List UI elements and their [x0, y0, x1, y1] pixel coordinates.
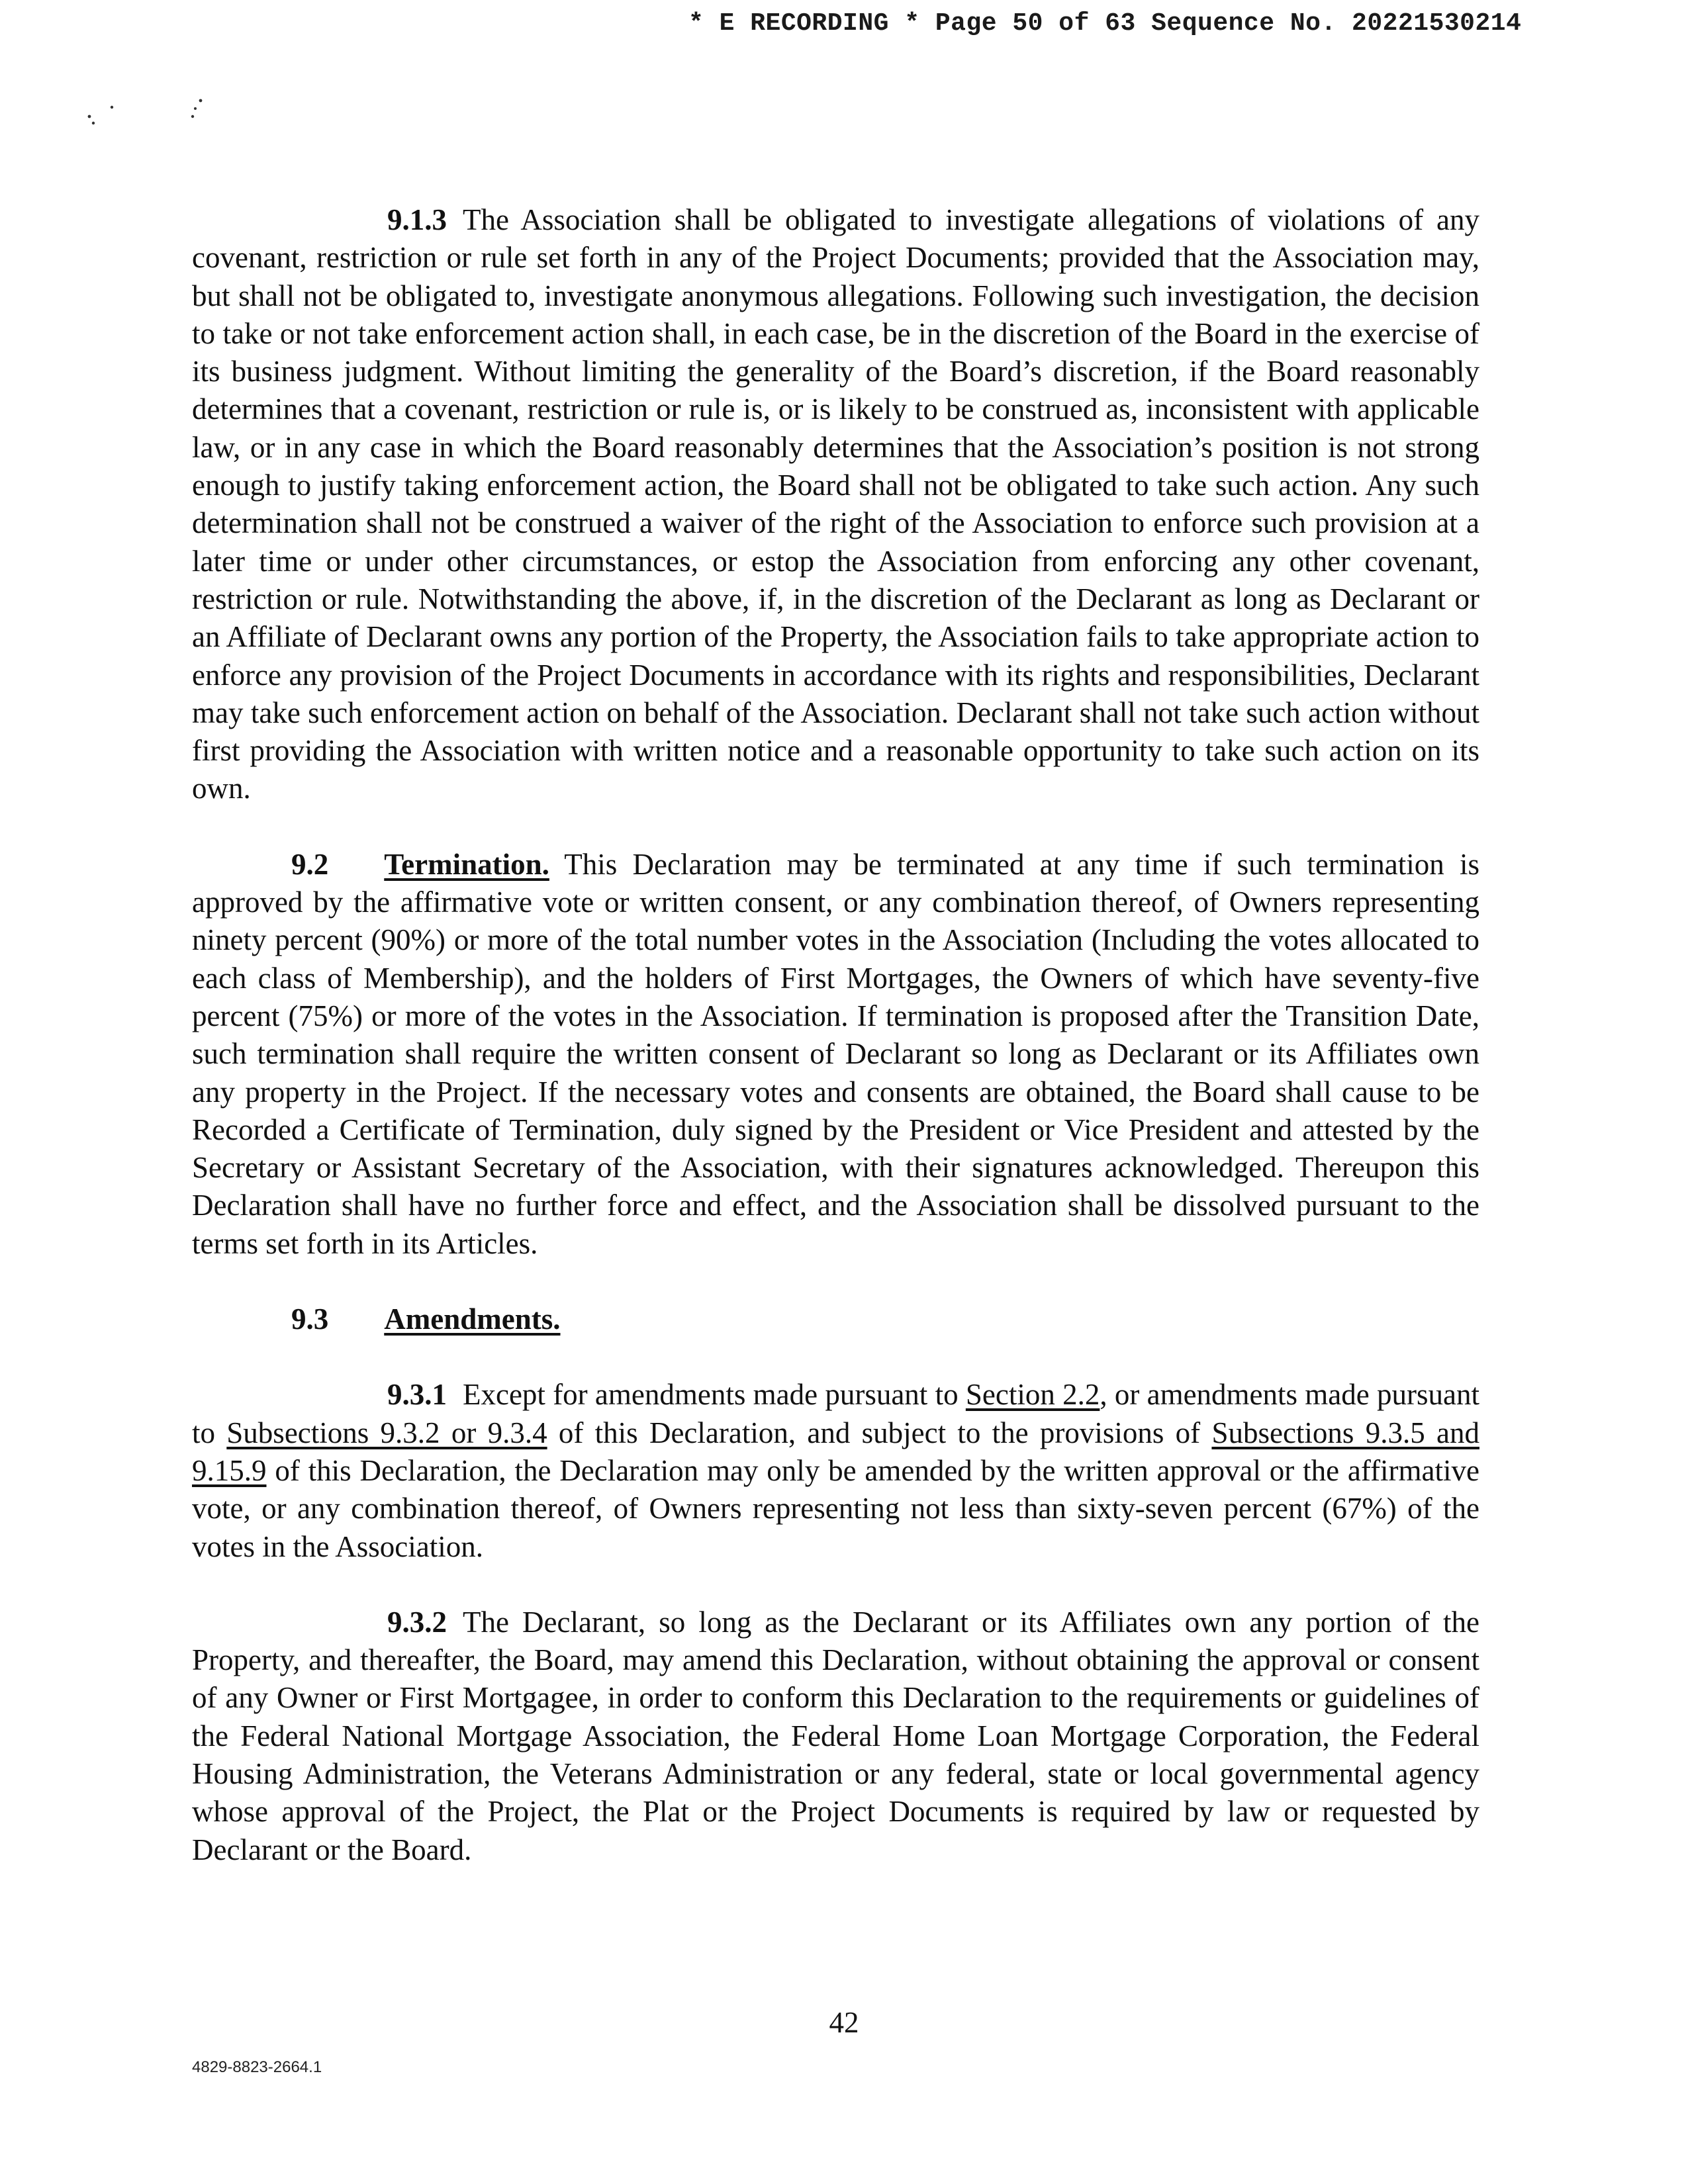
cross-reference: Section 2.2: [965, 1378, 1100, 1412]
section-text-part: , or amendments made pursuant to: [192, 1378, 1479, 1449]
section-title: Amendments.: [384, 1302, 561, 1336]
cross-reference: Subsections 9.3.5 and 9.15.9: [192, 1416, 1479, 1487]
section-title: Termination.: [384, 847, 549, 881]
scan-specks-decoration: [83, 93, 228, 132]
document-body: [192, 201, 1479, 1869]
document-id: 4829-8823-2664.1: [192, 2058, 322, 2076]
recording-header: * E RECORDING * Page 50 of 63 Sequence No. 20221530214: [688, 9, 1522, 38]
section-text: The Declarant, so long as the Declarant or its Affiliates own any portion of the Property, and thereafter, the Board, may amend this Declaration, without obtaining the approval or consent of any Owner or First Mortgagee, in order to conform this Declaration to the requirements or guidelines of the Federal National Mortgage Association, the Federal Home Loan Mortgage Corporation, the Federal Housing Administration, the Veterans Administration or any federal, state or local governmental agency whose approval of the Project, the Plat or the Project Documents is required by law or requested by Declarant or the Board.: [192, 1605, 1479, 1866]
section-9-2: [192, 846, 1479, 1263]
section-number: 9.2: [291, 847, 329, 881]
section-9-3-1: [192, 1376, 1479, 1565]
section-number: 9.3: [291, 1302, 329, 1336]
section-9-3-2: [192, 1604, 1479, 1869]
section-number: 9.1.3: [387, 203, 447, 236]
section-text-part: of this Declaration, the Declaration may only be amended by the written approval or the affirmative vote, or any combination thereof, of Owners representing not less than sixty-seven percent (67%) of the votes in the Association.: [192, 1453, 1479, 1563]
section-text-part: Except for amendments made pursuant to: [463, 1378, 966, 1412]
section-9-1-3: [192, 201, 1479, 808]
page-number: 42: [829, 2006, 859, 2039]
section-text: This Declaration may be terminated at any time if such termination is approved by the affirmative vote or written consent, or any combination thereof, of Owners representing ninety percent (90%) or more of the total number votes in the Association (Including the votes allocated to each class of Membership), and the holders of First Mortgages, the Owners of which have seventy-five percent (75%) or more of the votes in the Association. If termination is proposed after the Transition Date, such termination shall require the written consent of Declarant so long as Declarant or its Affiliates own any property in the Project. If the necessary votes and consents are obtained, the Board shall cause to be Recorded a Certificate of Termination, duly signed by the President or Vice President and attested by the Secretary or Assistant Secretary of the Association, with their signatures acknowledged. Thereupon this Declaration shall have no further force and effect, and the Association shall be dissolved pursuant to the terms set forth in its Articles.: [192, 847, 1480, 1260]
section-9-3-heading: [192, 1300, 1479, 1338]
section-number: 9.3.2: [387, 1605, 447, 1639]
cross-reference: Subsections 9.3.2 or 9.3.4: [226, 1416, 547, 1449]
section-number: 9.3.1: [387, 1378, 447, 1412]
section-text: The Association shall be obligated to investigate allegations of violations of any covenant, restriction or rule set forth in any of the Project Documents; provided that the Association may, but shall not be obligated to, investigate anonymous allegations. Following such investigation, the decision to take or not take enforcement action shall, in each case, be in the discretion of the Board in the exercise of its business judgment. Without limiting the generality of the Board’s discretion, if the Board reasonably determines that a covenant, restriction or rule is, or is likely to be construed as, inconsistent with applicable law, or in any case in which the Board reasonably determines that the Association’s position is not strong enough to justify taking enforcement action, the Board shall not be obligated to take such action. Any such determination shall not be construed a waiver of the right of the Association to enforce such provision at a later time or under other circumstances, or estop the Association from enforcing any other covenant, restriction or rule. Notwithstanding the above, if, in the discretion of the Declarant as long as Declarant or an Affiliate of Declarant owns any portion of the Property, the Association fails to take appropriate action to enforce any provision of the Project Documents in accordance with its rights and responsibilities, Declarant may take such enforcement action on behalf of the Association. Declarant shall not take such action without first providing the Association with written notice and a reasonable opportunity to take such action on its own.: [192, 203, 1479, 805]
section-text-part: of this Declaration, and subject to the provisions of: [547, 1416, 1212, 1449]
